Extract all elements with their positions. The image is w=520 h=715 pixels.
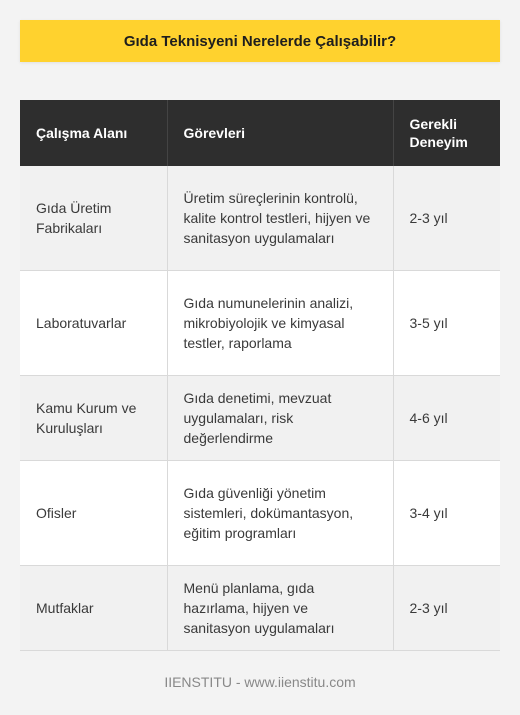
table-row <box>20 376 500 461</box>
work-areas-table <box>20 100 500 651</box>
cell-tasks: Üretim süreçlerinin kontrolü, kalite kontrol testleri, hijyen ve sanitasyon uygulamaları <box>167 166 393 271</box>
cell-area: Mutfaklar <box>20 566 167 651</box>
table-row <box>20 271 500 376</box>
cell-experience: 2-3 yıl <box>393 166 500 271</box>
page-title: Gıda Teknisyeni Nerelerde Çalışabilir? <box>20 20 500 62</box>
cell-area: Laboratuvarlar <box>20 271 167 376</box>
cell-experience: 3-4 yıl <box>393 461 500 566</box>
cell-tasks: Gıda güvenliği yönetim sistemleri, dokümantasyon, eğitim programları <box>167 461 393 566</box>
table-row <box>20 166 500 271</box>
cell-tasks: Menü planlama, gıda hazırlama, hijyen ve sanitasyon uygulamaları <box>167 566 393 651</box>
table-row <box>20 461 500 566</box>
footer-credit: IIENSTITU - www.iienstitu.com <box>164 674 356 690</box>
header-experience: Gerekli Deneyim <box>393 100 500 166</box>
header-area: Çalışma Alanı <box>20 100 167 166</box>
cell-experience: 2-3 yıl <box>393 566 500 651</box>
header-tasks: Görevleri <box>167 100 393 166</box>
cell-tasks: Gıda numunelerinin analizi, mikrobiyolojik ve kimyasal testler, raporlama <box>167 271 393 376</box>
cell-tasks: Gıda denetimi, mevzuat uygulamaları, risk değerlendirme <box>167 376 393 461</box>
cell-area: Ofisler <box>20 461 167 566</box>
table-row <box>20 566 500 651</box>
cell-experience: 4-6 yıl <box>393 376 500 461</box>
cell-area: Gıda Üretim Fabrikaları <box>20 166 167 271</box>
table-header <box>20 100 500 166</box>
cell-area: Kamu Kurum ve Kuruluşları <box>20 376 167 461</box>
cell-experience: 3-5 yıl <box>393 271 500 376</box>
